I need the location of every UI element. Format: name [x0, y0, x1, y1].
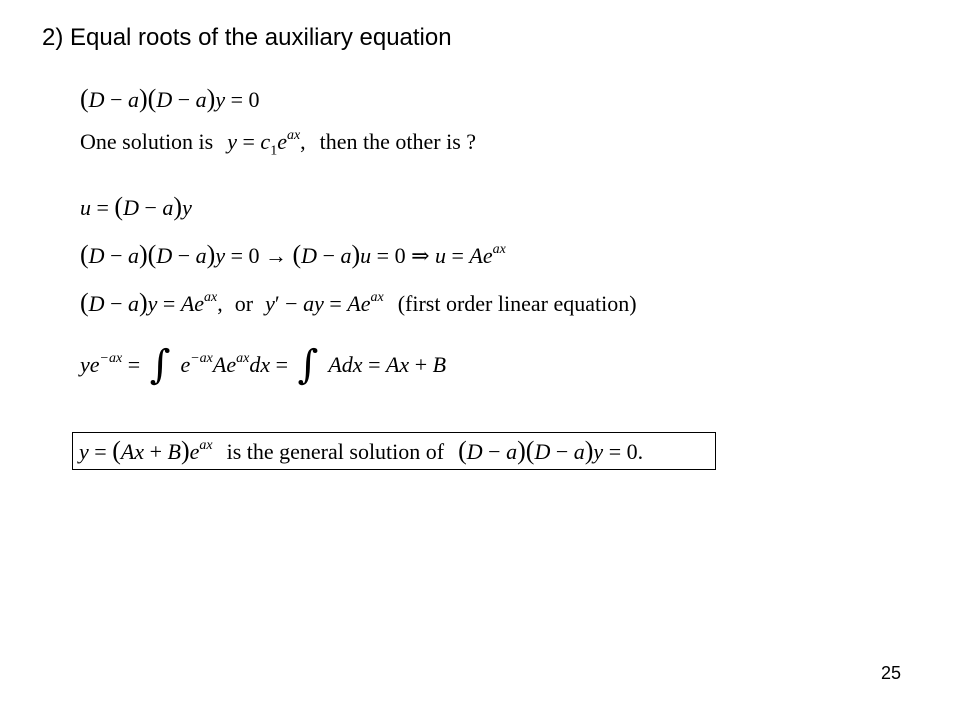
equation-line-2: One solution is $y = c_1e^{ax}$, then the other is ? — [80, 127, 477, 159]
equation-line-1: (D − a)(D − a)y = 0 — [80, 84, 260, 113]
page-number: 25 — [881, 663, 902, 683]
equation-line-6: $ye^{-ax}$ = ∫ $e^{-ax}Ae^{ax}dx$ = ∫ Adx = Ax + B — [80, 342, 447, 388]
slide-title: 2) Equal roots of the auxiliary equation — [42, 24, 452, 51]
boxed-result — [72, 432, 716, 470]
boxed-text: is the general solution of — [226, 439, 445, 464]
line5-note: (first order linear equation) — [397, 291, 637, 316]
line2-prefix: One solution is — [80, 129, 214, 154]
equation-line-3: u = (D − a)y — [80, 192, 192, 221]
equation-line-4: (D − a)(D − a)y = 0 → (D − a)u = 0 ⇒ $u = Ae^{ax}$ — [80, 240, 506, 269]
boxed-equation: $y = (Ax + B)e^{ax}$ is the general solution of (D − a)(D − a)y = 0. — [79, 436, 644, 465]
integral-sign: ∫ — [297, 342, 319, 388]
line5-or: or — [234, 291, 254, 316]
integral-sign: ∫ — [149, 342, 171, 388]
equation-line-5: $(D - a)y = Ae^{ax}$, or y′ − ay = $Ae^{ax}$ (first order linear equation) — [80, 288, 637, 317]
line2-suffix: then the other is ? — [319, 129, 477, 154]
